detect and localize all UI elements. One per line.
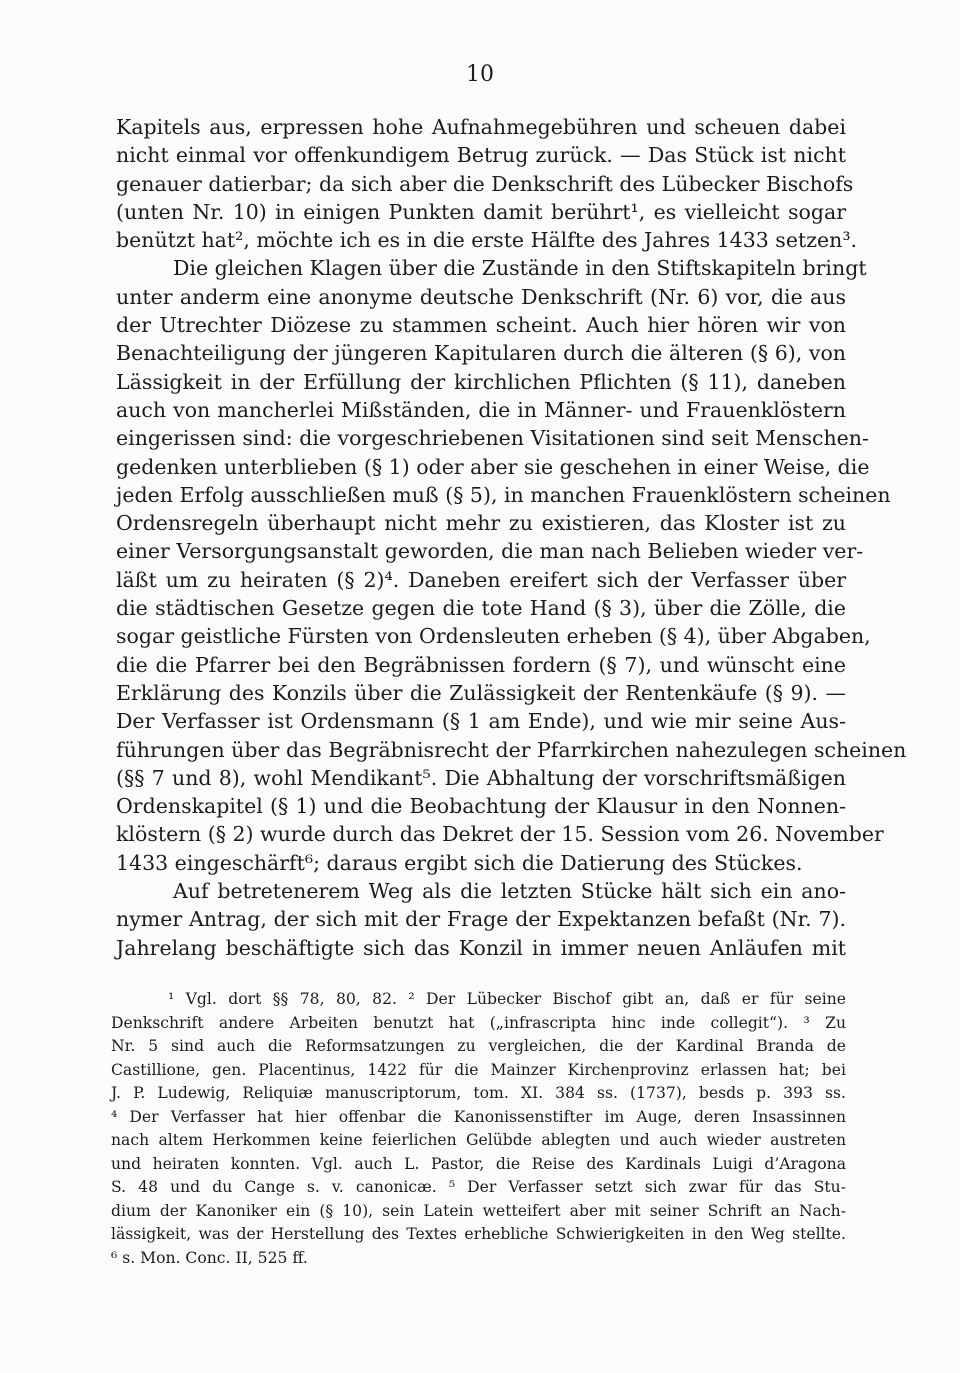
text-line: die städtischen Gesetze gegen die tote Hand (§ 3), über die Zölle, die — [116, 596, 846, 621]
text-line: genauer datierbar; da sich aber die Denkschrift des Lübecker Bischofs — [116, 171, 854, 196]
footnotes — [111, 988, 846, 1270]
footnote-line: dium der Kanoniker ein (§ 10), sein Latein wetteifert aber mit seiner Schrift an Nach- — [111, 1201, 846, 1220]
page-number: 10 — [466, 62, 494, 87]
text-line: sogar geistliche Fürsten von Ordensleuten erheben (§ 4), über Abgaben, — [116, 624, 871, 649]
text-line: Jahrelang beschäftigte sich das Konzil in immer neuen Anläufen mit — [116, 935, 846, 960]
text-line: unter anderm eine anonyme deutsche Denkschrift (Nr. 6) vor, die aus — [116, 284, 846, 309]
text-line: (unten Nr. 10) in einigen Punkten damit berührt¹, es vielleicht sogar — [116, 199, 846, 224]
footnote-line: nach altem Herkommen keine feierlichen Gelübde ablegten und auch wieder austreten — [111, 1131, 846, 1149]
text-line: Ordenskapitel (§ 1) und die Beobachtung der Klausur in den Nonnen- — [116, 794, 846, 819]
text-line: Benachteiligung der jüngeren Kapitularen durch die älteren (§ 6), von — [116, 341, 846, 366]
text-line: klöstern (§ 2) wurde durch das Dekret der 15. Session vom 26. November — [116, 822, 884, 847]
text-line: jeden Erfolg ausschließen muß (§ 5), in manchen Frauenklöstern scheinen — [116, 482, 891, 507]
text-line: auch von mancherlei Mißständen, die in Männer- und Frauenklöstern — [116, 397, 846, 422]
text-line: gedenken unterblieben (§ 1) oder aber sie geschehen in einer Weise, die — [116, 454, 870, 479]
footnote-line: ⁴ Der Verfasser hat hier offenbar die Kanonissenstifter im Auge, deren Insassinnen — [111, 1107, 846, 1126]
footnote-line: und heiraten konnten. Vgl. auch L. Pastor, die Reise des Kardinals Luigi d’Aragona — [111, 1154, 846, 1173]
footnote-line: Castillione, gen. Placentinus, 1422 für die Mainzer Kirchenprovinz erlassen hat; bei — [111, 1060, 846, 1079]
text-line: Erklärung des Konzils über die Zulässigkeit der Rentenkäufe (§ 9). — — [116, 680, 846, 705]
text-line: nymer Antrag, der sich mit der Frage der Expektanzen befaßt (Nr. 7). — [116, 907, 846, 932]
text-line: eingerissen sind: die vorgeschriebenen Visitationen sind seit Menschen- — [116, 426, 869, 451]
text-line: die die Pfarrer bei den Begräbnissen fordern (§ 7), und wünscht eine — [116, 652, 846, 677]
main-text — [116, 113, 907, 962]
text-line: (§§ 7 und 8), wohl Mendikant⁵. Die Abhaltung der vorschriftsmäßigen — [116, 765, 846, 790]
text-line: benützt hat², möchte ich es in die erste Hälfte des Jahres 1433 setzen³. — [116, 228, 858, 253]
text-line: Kapitels aus, erpressen hohe Aufnahmegebühren und scheuen dabei — [116, 115, 846, 139]
footnote-line: ¹ Vgl. dort §§ 78, 80, 82. ² Der Lübecker Bischof gibt an, daß er für seine — [168, 990, 846, 1008]
footnote-line: Denkschrift andere Arbeiten benutzt hat („infrascripta hinc inde collegit“). ³ Zu — [111, 1013, 846, 1032]
text-line: Der Verfasser ist Ordensmann (§ 1 am Ende), und wie mir seine Aus- — [116, 709, 846, 734]
text-line: führungen über das Begräbnisrecht der Pfarrkirchen nahezulegen scheinen — [116, 737, 907, 762]
text-line: 1433 eingeschärft⁶; daraus ergibt sich die Datierung des Stückes. — [116, 850, 803, 875]
footnote-line: lässigkeit, was der Herstellung des Textes erhebliche Schwierigkeiten in den Weg stellte. — [111, 1225, 846, 1243]
text-line: läßt um zu heiraten (§ 2)⁴. Daneben ereifert sich der Verfasser über — [116, 567, 846, 592]
footnote-line: Nr. 5 sind auch die Reformsatzungen zu vergleichen, die der Kardinal Branda de — [111, 1037, 846, 1055]
text-line: der Utrechter Diözese zu stammen scheint. Auch hier hören wir von — [116, 313, 846, 338]
footnote-line: ⁶ s. Mon. Conc. II, 525 ff. — [111, 1248, 308, 1267]
text-line: Ordensregeln überhaupt nicht mehr zu existieren, das Kloster ist zu — [116, 511, 846, 536]
text-line: einer Versorgungsanstalt geworden, die man nach Belieben wieder ver- — [116, 539, 864, 564]
text-line: Die gleichen Klagen über die Zustände in den Stiftskapiteln bringt — [173, 256, 867, 281]
text-line: Auf betretenerem Weg als die letzten Stücke hält sich ein ano- — [173, 879, 846, 904]
footnote-line: S. 48 und du Cange s. v. canonicæ. ⁵ Der Verfasser setzt sich zwar für das Stu- — [111, 1178, 846, 1196]
text-line: Lässigkeit in der Erfüllung der kirchlichen Pflichten (§ 11), daneben — [116, 369, 846, 394]
footnote-line: J. P. Ludewig, Reliquiæ manuscriptorum, tom. XI. 384 ss. (1737), besds p. 393 ss. — [111, 1084, 846, 1102]
text-line: nicht einmal vor offenkundigem Betrug zurück. — Das Stück ist nicht — [116, 143, 846, 168]
